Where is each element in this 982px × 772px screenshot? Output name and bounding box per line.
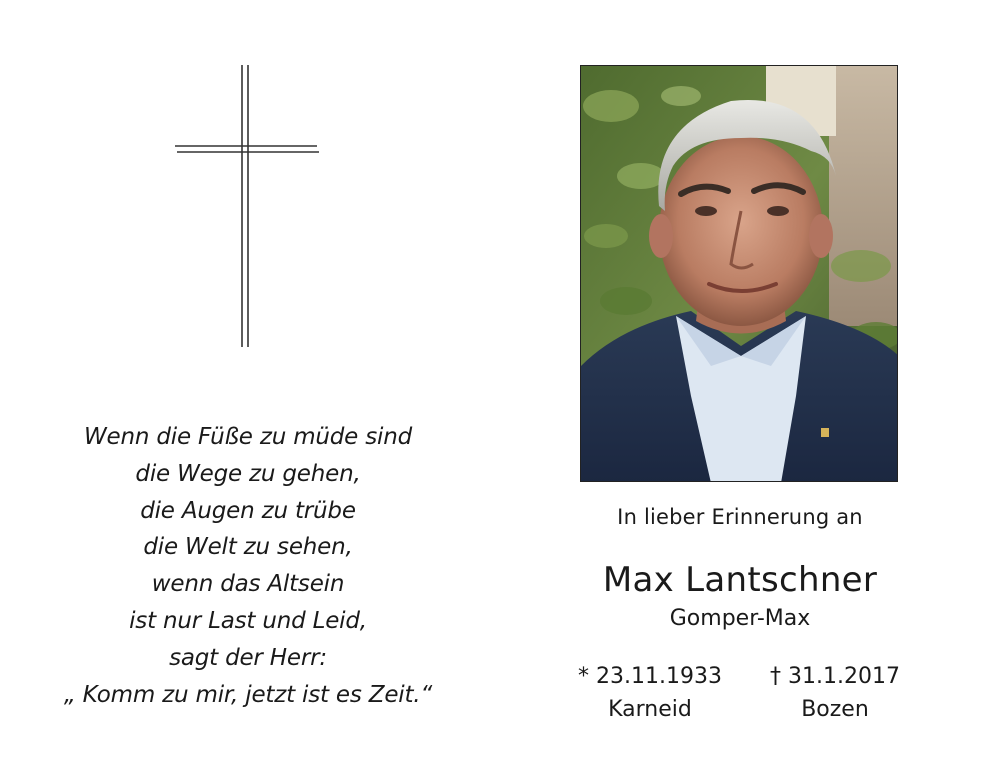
birth-date: * 23.11.1933 xyxy=(578,664,722,689)
memorial-intro: In lieber Erinnerung an xyxy=(617,505,863,529)
deceased-name: Max Lantschner xyxy=(602,560,878,600)
poem-line: die Welt zu sehen, xyxy=(143,534,353,561)
deceased-nickname: Gomper-Max xyxy=(669,606,811,631)
poem-line: wenn das Altsein xyxy=(151,571,345,598)
poem-line: sagt der Herr: xyxy=(169,644,327,671)
portrait-photo xyxy=(580,65,898,482)
death-date: † 31.1.2017 xyxy=(770,664,900,689)
poem-line: „ Komm zu mir, jetzt ist es Zeit.“ xyxy=(63,681,433,708)
cross-icon xyxy=(175,65,320,347)
poem-line: die Augen zu trübe xyxy=(140,497,356,524)
birth-place: Karneid xyxy=(608,697,692,722)
poem xyxy=(20,419,476,713)
poem-line: ist nur Last und Leid, xyxy=(129,607,367,634)
death-place: Bozen xyxy=(801,697,869,722)
poem-line: Wenn die Füße zu müde sind xyxy=(84,424,412,450)
death-info xyxy=(755,660,915,726)
poem-line: die Wege zu gehen, xyxy=(135,460,361,487)
birth-info xyxy=(565,660,735,726)
